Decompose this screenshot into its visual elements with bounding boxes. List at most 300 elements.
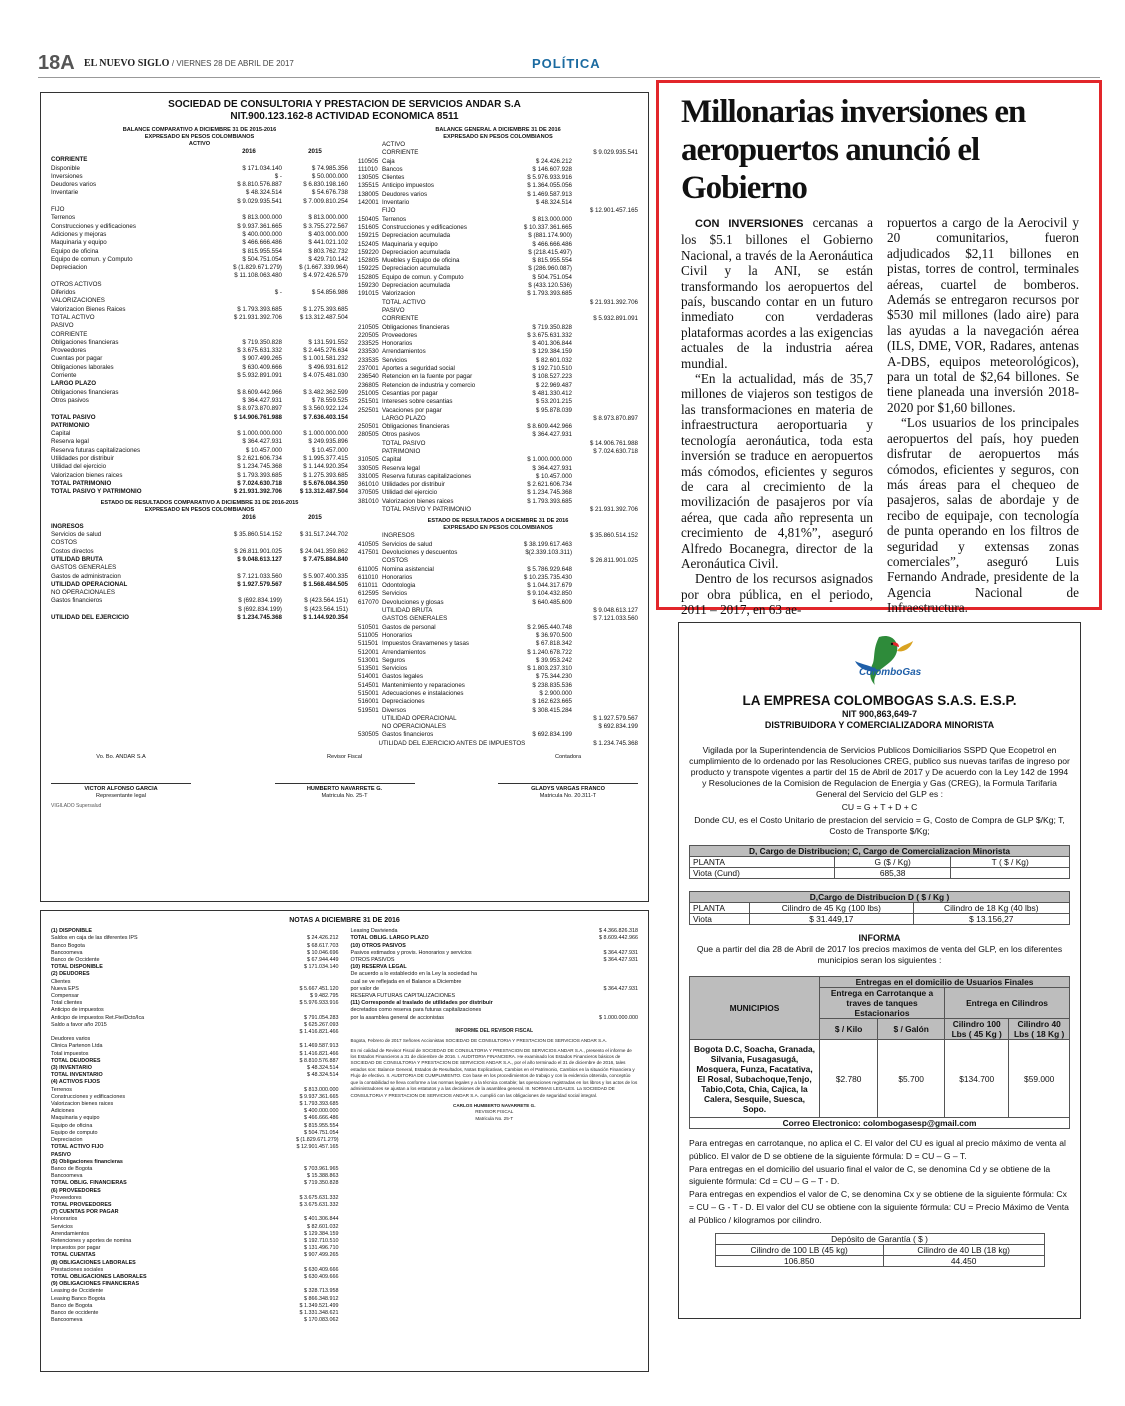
balance-sheet — [40, 92, 649, 902]
table-row — [358, 224, 638, 232]
row-label: GASTOS GENERALES — [51, 564, 117, 572]
table-row — [358, 574, 638, 582]
list-item — [51, 1101, 339, 1108]
note-value: $ 364.427.931 — [603, 949, 638, 956]
row-label: Disponible — [51, 164, 80, 172]
note-value: $ 3.675.631.332 — [299, 1201, 339, 1208]
table-row — [358, 582, 638, 590]
row-label: PASIVO — [382, 306, 405, 314]
row-value: $ 813.000.000 — [308, 214, 348, 222]
row-label: Gastos de administracion — [51, 572, 121, 580]
list-item — [51, 1281, 339, 1288]
row-label: Otros pasivos — [382, 431, 420, 439]
signature-accountant — [498, 754, 638, 800]
row-label: Valorizacion Bienes Raices — [51, 305, 126, 313]
row-label: Muebles y Equipo de oficina — [382, 257, 460, 265]
signatures — [51, 754, 638, 800]
table-row — [358, 431, 638, 439]
note-value: $ 1.793.393.685 — [299, 1101, 339, 1108]
row-value: $ 249.935.896 — [308, 438, 348, 446]
row-value: $ 24.041.359.862 — [299, 547, 348, 555]
account-code — [358, 557, 382, 565]
row-value — [506, 315, 572, 323]
note-label: (7) CUENTAS POR PAGAR — [51, 1209, 119, 1216]
m-v1: $2.780 — [820, 1040, 878, 1118]
account-code: 611005 — [358, 565, 379, 573]
row-value — [572, 590, 638, 598]
table-row — [358, 373, 638, 381]
row-value: $ 8.609.442.966 — [237, 388, 282, 396]
balance-subtitle: EXPRESADO EN PESOS COLOMBIANOS — [144, 134, 255, 140]
table-row — [51, 472, 348, 480]
ad-type: DISTRIBUIDORA Y COMERCIALIZADORA MINORISTA — [764, 720, 995, 730]
account-code: 361010 — [358, 481, 379, 489]
res-col-2016: 2016 — [242, 514, 256, 522]
note-label: Banco de Bogota — [51, 1302, 93, 1309]
note-label: Total clientes — [51, 1000, 83, 1007]
table-row — [51, 597, 348, 605]
note-value — [273, 1159, 339, 1166]
note-value: $ 10.046.696 — [307, 949, 339, 956]
row-value — [506, 440, 572, 448]
row-label: Servicios — [382, 665, 408, 673]
t1-h1: PLANTA — [690, 857, 835, 868]
table-row — [358, 707, 638, 715]
row-value: $ 2.621.606.734 — [237, 454, 282, 462]
row-label: Obligaciones financieras — [51, 338, 119, 346]
row-value — [572, 657, 638, 665]
row-value — [572, 174, 638, 182]
row-value: $ 1.144.920.354 — [303, 463, 348, 471]
row-value — [572, 199, 638, 207]
row-value — [506, 307, 572, 315]
row-label: Depreciacion acumulada — [382, 232, 451, 240]
general-results-title: ESTADO DE RESULTADOS A DICIEMBRE 31 DE 2016 — [427, 518, 569, 525]
row-value — [282, 539, 348, 547]
row-value: $ (423.564.151) — [304, 597, 348, 605]
row-value: $ 21.931.392.706 — [233, 488, 282, 496]
note-value: $ 129.384.159 — [304, 1230, 339, 1237]
row-value — [572, 465, 638, 473]
note-label: Retenciones y aportes de nomina — [51, 1237, 132, 1244]
row-value — [506, 448, 572, 456]
table-row — [51, 523, 348, 531]
m-carro: Entrega en Carrotanque a traves de tanques Estacionarios — [820, 988, 945, 1019]
row-label: INGRESOS — [382, 532, 415, 540]
list-item — [351, 986, 639, 993]
list-item — [51, 1238, 339, 1245]
row-value: $ 3.482.362.599 — [303, 388, 348, 396]
table-row — [358, 348, 638, 356]
table-row — [51, 463, 348, 471]
note-value: $ 9.482.795 — [310, 993, 339, 1000]
row-value: $ 24.426.212 — [535, 157, 572, 165]
row-value: $ 364.427.931 — [532, 431, 572, 439]
row-label: Diferidos — [51, 289, 76, 297]
note-value: $ 8.810.576.887 — [299, 1057, 339, 1064]
row-value: $ 1.234.745.368 — [237, 614, 282, 622]
row-label: Honorarios — [382, 631, 413, 639]
note-label: (6) PROVEEDORES — [51, 1187, 101, 1194]
row-label: Honorarios — [382, 340, 413, 348]
publication-title: EL NUEVO SIGLO — [84, 58, 170, 69]
row-label — [51, 198, 216, 206]
sig-left-top: Vo. Bo. ANDAR S.A — [96, 754, 146, 761]
table-row — [358, 473, 638, 481]
row-value: $ 54.856.986 — [311, 289, 348, 297]
table-row — [358, 590, 638, 598]
results-rows — [51, 523, 348, 623]
row-value: $ (423.564.151) — [304, 605, 348, 613]
table-row — [51, 488, 348, 496]
row-label: Gastos financieros — [382, 731, 434, 739]
results-subtitle: EXPRESADO EN PESOS COLOMBIANOS — [144, 507, 255, 514]
list-item — [51, 1065, 339, 1072]
row-value — [216, 322, 282, 330]
table-row — [51, 181, 348, 189]
row-value — [506, 557, 572, 565]
row-value: $ 9.048.613.127 — [593, 607, 638, 615]
row-value — [282, 523, 348, 531]
account-code — [358, 315, 382, 323]
t2-h3: Cilindro de 18 Kg (40 lbs) — [913, 903, 1069, 914]
row-value: $ 11.108.063.480 — [234, 272, 282, 280]
row-value: $ 2.900.000 — [539, 690, 572, 697]
note-value: $ 48.324.514 — [307, 1072, 339, 1079]
note-value: $ 192.710.510 — [304, 1237, 339, 1244]
row-value — [282, 380, 348, 388]
row-label: ACTIVO — [382, 141, 406, 148]
table-row — [51, 405, 348, 413]
row-value — [572, 332, 638, 340]
row-value — [572, 365, 638, 373]
note-value — [572, 1007, 638, 1014]
row-value: $ (692.834.199) — [238, 597, 282, 605]
row-value — [572, 232, 638, 240]
signature-fiscal — [275, 754, 415, 800]
page-number: 18A — [38, 52, 75, 74]
row-label: TOTAL PASIVO Y PATRIMONIO — [51, 488, 142, 496]
table-row — [358, 207, 638, 215]
row-value — [572, 257, 638, 265]
table-row — [51, 447, 348, 455]
row-label: PATRIMONIO — [382, 447, 421, 455]
list-item — [51, 1310, 339, 1317]
row-value: $ 1.927.579.567 — [237, 580, 282, 588]
note-value: $ 1.416.821.466 — [299, 1029, 339, 1036]
note-label: Banco de Bogota — [51, 1165, 93, 1172]
row-label: Valorizacion bienes raices — [382, 497, 454, 505]
deposit-table — [715, 1233, 1045, 1267]
row-value — [572, 707, 638, 715]
dep-v2: 44.450 — [883, 1255, 1044, 1266]
dep-v1: 106.850 — [715, 1255, 883, 1266]
note-value — [572, 964, 638, 971]
row-value: $ 1.000.000.000 — [237, 430, 282, 438]
row-label: Proveedores — [382, 331, 418, 339]
note-label: Impuestos por pagar — [51, 1245, 101, 1252]
row-value: $ 10.235.735.430 — [523, 573, 572, 581]
list-item — [51, 1000, 339, 1007]
tariff-table-2 — [689, 891, 1070, 925]
account-code — [358, 149, 382, 157]
publication-date: / VIERNES 28 DE ABRIL DE 2017 — [171, 59, 294, 68]
table-row — [358, 740, 638, 748]
financial-notes — [40, 910, 649, 1372]
m-list: Bogota D.C, Soacha, Granada, Silvania, Fusagasugá, Mosquera, Funza, Facatativa, El Rosal, Subachoque,Tenjo, Tabio,Cota, Chia, Cajica, la Calera, Sesquile, Suesca, Sopo. — [690, 1040, 820, 1118]
table-row — [358, 199, 638, 207]
table-row — [358, 481, 638, 489]
account-code: 236805 — [358, 381, 379, 389]
row-value — [572, 348, 638, 356]
note-value: $ 48.324.514 — [307, 1065, 339, 1072]
row-value — [282, 422, 348, 430]
row-value: $ 1.364.055.056 — [527, 182, 572, 190]
table-row — [358, 682, 638, 690]
table-row — [51, 422, 348, 430]
company-name: SOCIEDAD DE CONSULTORIA Y PRESTACION DE SERVICIOS ANDAR S.A — [168, 99, 521, 110]
row-value: $ 1.793.393.685 — [237, 305, 282, 313]
note-label: TOTAL DEUDORES — [51, 1057, 101, 1064]
table-row — [358, 731, 638, 739]
balance-rows — [51, 156, 348, 496]
row-value — [572, 282, 638, 290]
general-balance-rows — [358, 141, 638, 514]
t1-title: D, Cargo de Distribucion; C, Cargo de Comercializacion Minorista — [690, 846, 1070, 857]
row-value — [572, 307, 638, 315]
table-row — [358, 690, 638, 698]
row-value — [506, 532, 572, 540]
table-row — [51, 347, 348, 355]
row-value — [572, 224, 638, 232]
list-item — [51, 1159, 339, 1166]
ad-foot-2: Para entregas en el domicilio del usuario final el valor de C, se denomina Cd y se obtiene de la siguiente fórmula: Cd = CU – G – T - D. — [689, 1163, 1051, 1187]
account-code: 150405 — [358, 215, 379, 223]
list-item — [51, 1152, 339, 1159]
list-item — [51, 1173, 339, 1180]
row-label: Obligaciones financieras — [382, 323, 450, 331]
list-item — [51, 1303, 339, 1310]
note-value: $ (1.829.671.279) — [295, 1137, 339, 1144]
note-label: cual se ve reflejada en el Balance a Diciembre — [350, 978, 462, 985]
row-label: Honorarios — [382, 573, 413, 581]
account-code: 280505 — [358, 431, 379, 439]
sig-left-role: Representante legal — [95, 793, 147, 800]
row-value: $ 719.350.828 — [242, 338, 282, 346]
m-v3: $134.700 — [945, 1040, 1009, 1118]
account-code: 515001 — [358, 690, 379, 697]
table-row — [51, 397, 348, 405]
row-value: $ 7.475.884.840 — [303, 555, 348, 563]
row-value — [572, 566, 638, 574]
note-label: Banco de occidente — [51, 1309, 99, 1316]
note-label: TOTAL OBLIGACIONES LABORALES — [51, 1273, 147, 1280]
row-value — [282, 589, 348, 597]
account-code: 138005 — [358, 190, 379, 198]
note-label: por valor de — [350, 985, 379, 992]
account-code: 330505 — [358, 464, 379, 472]
row-value: $ 7.009.810.254 — [303, 197, 348, 205]
account-code: 511005 — [358, 631, 379, 639]
balance-section: ACTIVO — [188, 141, 211, 147]
row-value — [572, 265, 638, 273]
row-value — [216, 523, 282, 531]
note-label: TOTAL ACTIVO FIJO — [51, 1144, 104, 1151]
account-code: 152405 — [358, 240, 379, 248]
table-row — [358, 307, 638, 315]
table-row — [51, 364, 348, 372]
note-value — [273, 1281, 339, 1288]
note-value: $ 364.427.931 — [603, 985, 638, 992]
colombogas-ad — [678, 622, 1081, 1319]
table-row — [358, 265, 638, 273]
row-value: $ 813.000.000 — [532, 215, 572, 223]
ad-nit: NIT 900,863,649-7 — [841, 709, 918, 719]
row-value — [216, 380, 282, 388]
account-code: 370505 — [358, 489, 379, 497]
row-value: $ 401.306.844 — [532, 340, 572, 348]
list-item — [51, 1245, 339, 1252]
sig-right-top: Contadora — [554, 754, 582, 761]
row-label: Deudores varios — [51, 181, 97, 189]
t2-r3: $ 13.156,27 — [913, 914, 1069, 925]
note-value: $ 1.000.000.000 — [599, 1014, 638, 1021]
list-item — [351, 979, 639, 986]
table-row — [51, 548, 348, 556]
note-value: $ 907.499.265 — [304, 1252, 339, 1259]
note-label: TOTAL INVENTARIO — [51, 1072, 103, 1079]
list-item — [351, 1007, 639, 1014]
row-value: $ (218.415.497) — [528, 248, 572, 256]
table-row — [51, 281, 348, 289]
row-label: VALORIZACIONES — [51, 297, 105, 305]
list-item — [51, 1087, 339, 1094]
row-value — [572, 690, 638, 698]
row-value: $ 192.710.510 — [532, 365, 572, 373]
row-value: $ 1.234.745.368 — [593, 739, 638, 747]
note-value — [572, 979, 638, 986]
note-label: Bancoomeva — [51, 1317, 83, 1324]
general-balance — [358, 127, 638, 748]
note-value: $ 630.409.666 — [304, 1266, 339, 1273]
account-code: 417501 — [358, 548, 379, 556]
table-row — [358, 723, 638, 731]
note-value — [572, 1000, 638, 1007]
row-label: Vacaciones por pagar — [382, 406, 442, 414]
table-row — [51, 272, 348, 280]
account-code — [358, 615, 382, 623]
t2-r1: Viota — [690, 914, 750, 925]
table-row — [358, 216, 638, 224]
account-code: 151605 — [358, 223, 379, 231]
list-item — [51, 1231, 339, 1238]
note-label: Leasing Banco Bogota — [51, 1295, 106, 1302]
table-row — [51, 438, 348, 446]
row-value — [572, 731, 638, 739]
row-value: $(2.339.103.311) — [525, 548, 572, 556]
note-value: $ 24.426.212 — [307, 935, 339, 942]
row-value: $ 7.121.033.560 — [237, 572, 282, 580]
fiscal-sign-3: Matricula No. 25-T — [475, 1115, 514, 1121]
account-code: 612595 — [358, 590, 379, 598]
account-code: 236540 — [358, 373, 379, 381]
results-year-header — [51, 514, 348, 522]
account-code — [358, 723, 382, 731]
note-value: $ 813.000.000 — [304, 1086, 339, 1093]
row-value: $ 9.104.432.850 — [527, 590, 572, 598]
row-label: CORRIENTE — [51, 156, 88, 164]
row-value: $ 53.201.215 — [535, 398, 572, 406]
table-row — [358, 657, 638, 665]
note-value: $ 1.331.348.621 — [299, 1309, 339, 1316]
row-value — [572, 632, 638, 640]
row-label: PATRIMONIO — [51, 421, 90, 429]
row-label: Cuentas por pagar — [51, 355, 103, 363]
row-label: CORRIENTE — [382, 315, 419, 323]
row-label — [51, 405, 216, 413]
note-label: RESERVA FUTURAS CAPITALIZACIONES — [350, 993, 456, 1000]
notes-left-column — [51, 928, 339, 1324]
m-municipios: MUNICIPIOS — [690, 977, 820, 1040]
list-item — [51, 1166, 339, 1173]
list-item — [51, 1317, 339, 1324]
note-label: Clinica Partenon Ltda — [51, 1043, 103, 1050]
ad-company-name: LA EMPRESA COLOMBOGAS S.A.S. E.S.P. — [742, 693, 1017, 708]
row-label: Capital — [51, 430, 71, 438]
year-header — [51, 148, 348, 156]
row-label: Diversos — [382, 706, 407, 714]
row-label: UTILIDAD DEL EJERCICIO ANTES DE IMPUESTOS — [378, 739, 526, 747]
account-code — [358, 440, 382, 448]
row-value — [216, 539, 282, 547]
row-value: $ 1.275.393.685 — [303, 471, 348, 479]
row-value — [572, 599, 638, 607]
account-code: 513001 — [358, 656, 379, 664]
note-label: (10) RESERVA LEGAL — [350, 964, 407, 971]
note-label: Construcciones y edificaciones — [51, 1093, 126, 1100]
account-code: 233535 — [358, 356, 379, 364]
row-value: $ 14.906.761.988 — [589, 439, 638, 447]
sig-mid-top: Revisor Fiscal — [326, 754, 363, 761]
note-label: TOTAL OBLIG. FINANCIERAS — [51, 1180, 127, 1187]
row-value — [572, 698, 638, 706]
note-label: (11) Corresponde al traslado de utilidades por distribuir — [350, 1000, 493, 1007]
list-item — [51, 1130, 339, 1137]
account-code — [358, 448, 382, 456]
fiscal-body: En mi calidad de Revisor Fiscal de SOCIEDAD DE CONSULTORIA Y PRESTACION DE SERVICIOS ANDAR S.A., presento el informe de los Estados Financieros a 31 de diciembre de 2016. I. AUDITORIA FINANCIERA. He examinado los Estados Financieros básicos de SOCIEDAD DE CONSULTORIA Y PRESTACION DE SERVICIOS ANDAR S.A., por el año terminado el 31 de diciembre de 2016, tales estados son: Balance General, Estados de Resultados, Notas Explicativas, Cambios en el Patrimonio, Cambios en la situación Financiera y Flujo de efectivo. II. AUDITORIA DE CUMPLIMIENTO. Con base en los procedimientos de trabajo y con la evidencia obtenida, conceptúo que la contabilidad se lleva conforme a las normas legales y a la técnica contable; las operaciones registradas en los libros y los actos de los administradores se ajustan a los estatutos y a las decisiones de la asamblea general. III. NORMAS LEGALES. La SOCIEDAD DE CONSULTORIA Y PRESTACION DE SERVICIOS ANDAR S.A. cumplió con las obligaciones de seguridad social integral. — [350, 1047, 638, 1098]
list-item — [51, 1209, 339, 1216]
row-value: $ 67.818.342 — [535, 640, 572, 648]
m-v4: $59.000 — [1009, 1040, 1070, 1118]
row-value: $ 2.445.276.634 — [303, 347, 348, 355]
t2-r2: $ 31.449,17 — [750, 914, 914, 925]
list-item — [51, 1188, 339, 1195]
note-value: $ 364.427.931 — [603, 957, 638, 964]
note-value: $ 815.955.554 — [304, 1122, 339, 1129]
row-value: $ 26.811.901.025 — [590, 557, 638, 565]
table-row — [51, 297, 348, 305]
row-label: Maquinaria y equipo — [382, 240, 438, 248]
account-code — [358, 532, 382, 540]
note-label: por la asamblea general de accionistas — [350, 1014, 444, 1021]
account-code — [358, 740, 378, 748]
row-value: $ 364.427.931 — [532, 464, 572, 472]
general-balance-title: BALANCE GENERAL A DICIEMBRE 31 DE 2016 — [435, 127, 561, 133]
row-value — [572, 357, 638, 365]
row-label: Aportes a seguridad social — [382, 365, 455, 373]
note-value: $ 170.083.062 — [304, 1317, 339, 1324]
table-row — [51, 223, 348, 231]
